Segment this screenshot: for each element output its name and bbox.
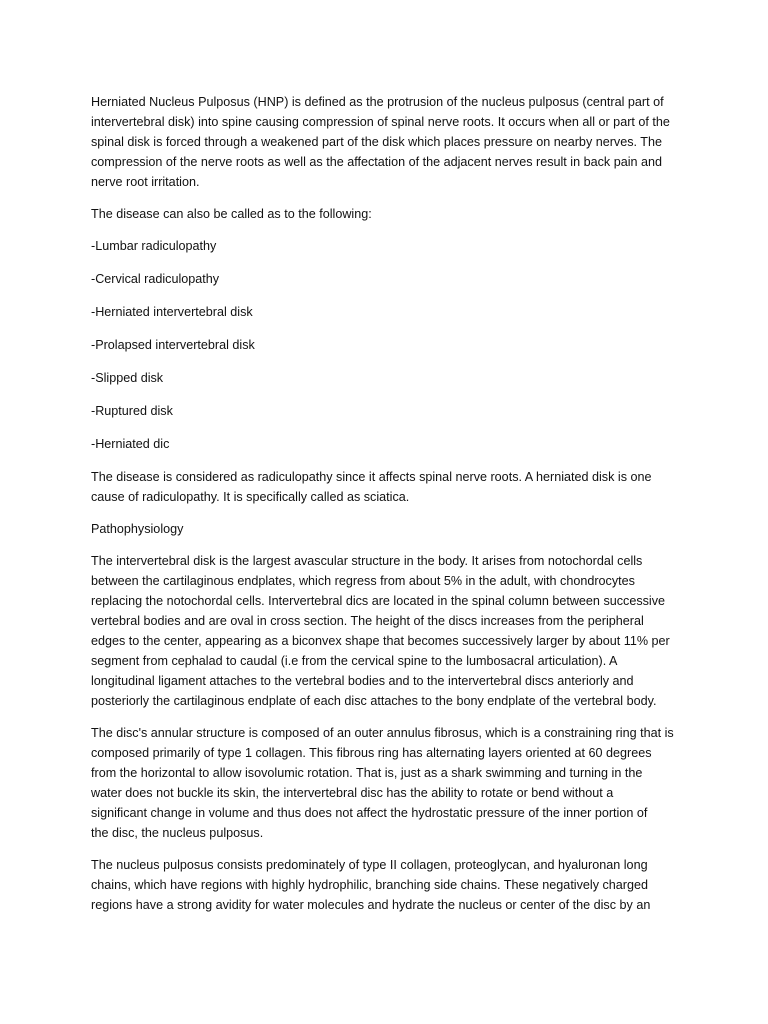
list-item: -Cervical radiculopathy [91, 272, 220, 286]
text-line: from the horizontal to allow isovolumic rotation. That is, just as a shark swimming and turning in the [91, 766, 643, 780]
text-line: nerve root irritation. [91, 175, 200, 189]
paragraph-annular-structure [91, 723, 691, 843]
section-heading-pathophysiology: Pathophysiology [91, 522, 184, 536]
text-line: segment from cephalad to caudal (i.e from the cervical spine to the lumbosacral articulation). A [91, 654, 618, 668]
document-body [91, 92, 691, 927]
list-item: -Slipped disk [91, 371, 164, 385]
text-line: edges to the center, appearing as a biconvex shape that becomes successively larger by about 11% per [91, 634, 670, 648]
list-item: -Lumbar radiculopathy [91, 239, 217, 253]
list-item: -Ruptured disk [91, 404, 173, 418]
text-line: the disc, the nucleus pulposus. [91, 826, 264, 840]
text-line: water does not buckle its skin, the intervertebral disc has the ability to rotate or bend without a [91, 786, 614, 800]
text-line: vertebral bodies and are oval in cross section. The height of the discs increases from the peripheral [91, 614, 644, 628]
text-line: composed primarily of type 1 collagen. This fibrous ring has alternating layers oriented at 60 degrees [91, 746, 652, 760]
text-line: regions have a strong avidity for water molecules and hydrate the nucleus or center of the disc by an [91, 898, 651, 912]
text-line: posteriorly the cartilaginous endplate of each disc attaches to the bony endplate of the vertebral body. [91, 694, 657, 708]
text-line: cause of radiculopathy. It is specifically called as sciatica. [91, 490, 410, 504]
paragraph-also-called: The disease can also be called as to the following: [91, 207, 372, 221]
text-line: between the cartilaginous endplates, which regress from about 5% in the adult, with chondrocytes [91, 574, 635, 588]
text-line: The disc's annular structure is composed of an outer annulus fibrosus, which is a constraining ring that is [91, 726, 674, 740]
list-item: -Herniated dic [91, 437, 170, 451]
text-line: Herniated Nucleus Pulposus (HNP) is defined as the protrusion of the nucleus pulposus (central part of [91, 95, 664, 109]
text-line: significant change in volume and thus does not affect the hydrostatic pressure of the inner portion of [91, 806, 648, 820]
list-item: -Prolapsed intervertebral disk [91, 338, 255, 352]
paragraph-hnp-definition [91, 92, 691, 192]
paragraph-intervertebral-disk [91, 551, 691, 711]
text-line: spinal disk is forced through a weakened part of the disk which places pressure on nearby nerves. The [91, 135, 663, 149]
text-line: compression of the nerve roots as well as the affectation of the adjacent nerves result in back pain and [91, 155, 663, 169]
text-line: replacing the notochordal cells. Intervertebral dics are located in the spinal column between successive [91, 594, 666, 608]
text-line: The nucleus pulposus consists predominately of type II collagen, proteoglycan, and hyaluronan long [91, 858, 648, 872]
text-line: intervertebral disk) into spine causing compression of spinal nerve roots. It occurs when all or part of the [91, 115, 670, 129]
text-line: longitudinal ligament attaches to the vertebral bodies and to the intervertebral discs anteriorly and [91, 674, 634, 688]
text-line: The disease is considered as radiculopathy since it affects spinal nerve roots. A herniated disk is one [91, 470, 652, 484]
paragraph-radiculopathy [91, 467, 691, 507]
text-line: chains, which have regions with highly hydrophilic, branching side chains. These negatively charged [91, 878, 649, 892]
paragraph-nucleus-pulposus [91, 855, 691, 915]
list-item: -Herniated intervertebral disk [91, 305, 253, 319]
text-line: The intervertebral disk is the largest avascular structure in the body. It arises from notochordal cells [91, 554, 643, 568]
